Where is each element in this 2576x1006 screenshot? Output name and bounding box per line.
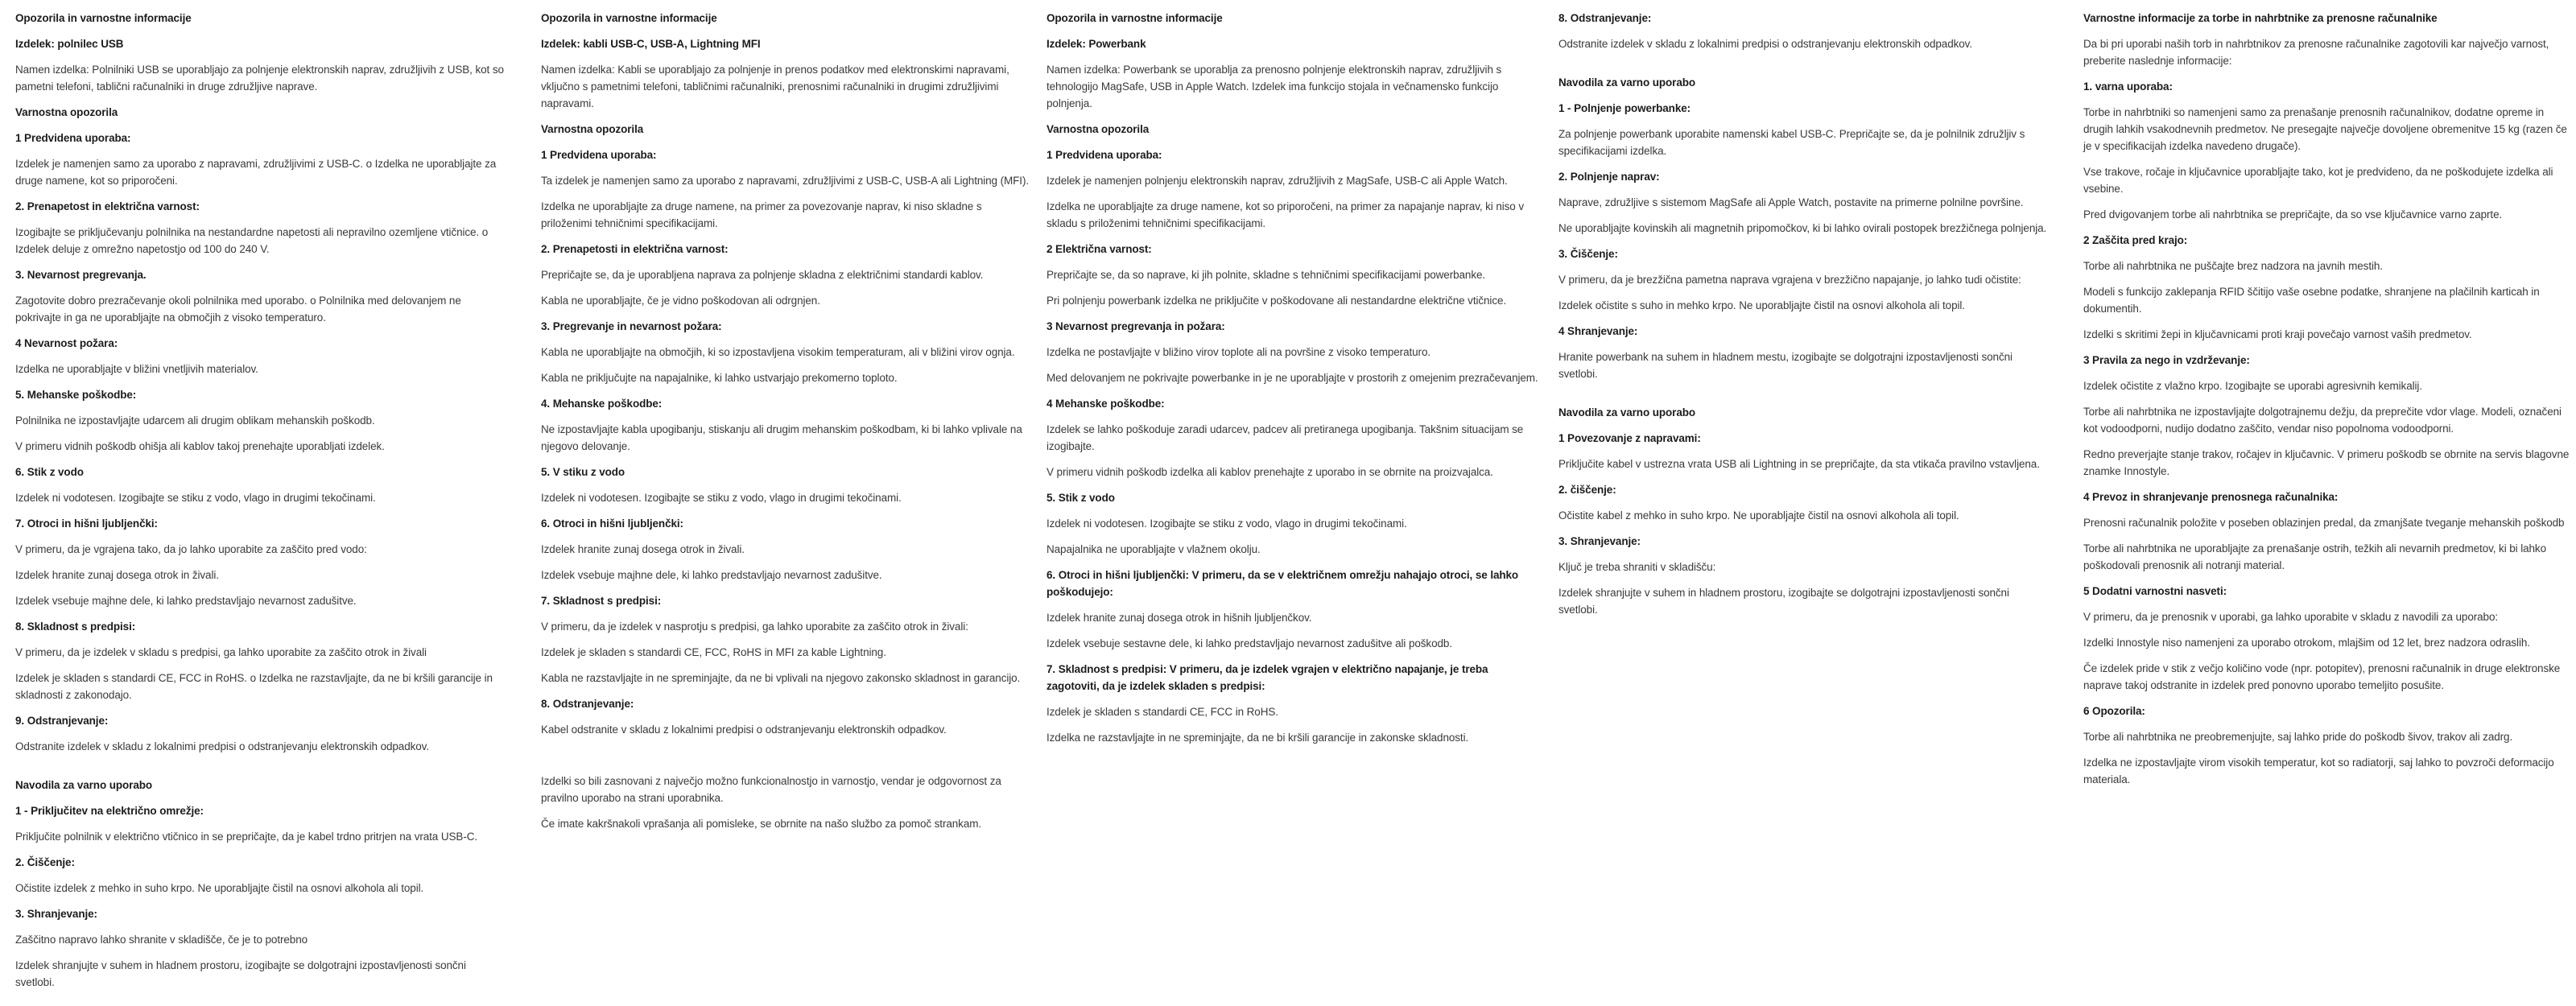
section-heading: 1 Predvidena uporaba:	[1046, 149, 1162, 161]
section-heading: Varnostna opozorila	[15, 106, 118, 118]
paragraph: Izdelka ne izpostavljajte virom visokih temperatur, kot so radiatorji, saj lahko to povzroči deformacijo materiala.	[2083, 757, 2554, 785]
section-heading: 2. Prenapetost in električna varnost:	[15, 200, 200, 212]
paragraph: Izdelka ne uporabljajte za druge namene, na primer za povezovanje naprav, ki niso skladne s priloženimi tehničnimi specifikacijami.	[541, 200, 982, 229]
section-heading: 1 - Priključitev na električno omrežje:	[15, 805, 204, 817]
paragraph: Med delovanjem ne pokrivajte powerbanke in je ne uporabljajte v prostorih z omejenim prezračevanjem.	[1046, 372, 1538, 384]
section-heading: 1 - Polnjenje powerbanke:	[1558, 102, 1691, 114]
section-heading: 6. Otroci in hišni ljubljenčki:	[541, 517, 683, 530]
section-heading: 5 Dodatni varnostni nasveti:	[2083, 585, 2227, 597]
paragraph: V primeru, da je brezžična pametna naprava vgrajena v brezžično napajanje, jo lahko tudi očistite:	[1558, 274, 2021, 286]
section-heading: 4 Mehanske poškodbe:	[1046, 398, 1165, 410]
paragraph: Če izdelek pride v stik z večjo količino vode (npr. potopitev), prenosni računalnik in druge elektronske naprave takoj odstranite in izdelek pred ponovno uporabo temeljito posušite.	[2083, 662, 2561, 691]
paragraph: V primeru vidnih poškodb izdelka ali kablov prenehajte z uporabo in se obrnite na proizvajalca.	[1046, 466, 1493, 478]
paragraph: Izdelek hranite zunaj dosega otrok in hišnih ljubljenčkov.	[1046, 612, 1312, 624]
paragraph: Izdelek je namenjen polnjenju elektronskih naprav, združljivih z MagSafe, USB-C ali Apple Watch.	[1046, 175, 1508, 187]
paragraph: Namen izdelka: Kabli se uporabljajo za polnjenje in prenos podatkov med elektronskimi napravami, vključno s pametnimi telefoni, tabličnimi računalniki, prenosnimi računalniki in drugimi združljivimi napravami.	[541, 64, 1009, 109]
paragraph: Torbe in nahrbtniki so namenjeni samo za prenašanje prenosnih računalnikov, dodatne opreme in drugih lahkih vsakodnevnih predmetov. Ne presegajte največje dovoljene obremenitve 15 kg (razen če je v specifikacijah izdelka navedeno drugače).	[2083, 106, 2567, 152]
section-heading: 3 Nevarnost pregrevanja in požara:	[1046, 320, 1225, 332]
section-heading: 6. Stik z vodo	[15, 466, 84, 478]
paragraph: Torbe ali nahrbtnika ne preobremenjujte, saj lahko pride do poškodb šivov, trakov ali zadrg.	[2083, 731, 2513, 743]
paragraph: V primeru, da je vgrajena tako, da jo lahko uporabite za zaščito pred vodo:	[15, 543, 367, 555]
paragraph: Pri polnjenju powerbank izdelka ne priključite v poškodovane ali nestandardne električne vtičnice.	[1046, 295, 1507, 307]
section-gap	[15, 764, 508, 777]
paragraph: Izdelek je namenjen samo za uporabo z napravami, združljivimi z USB-C. o Izdelka ne uporabljajte za druge namene, kot so priporočeni.	[15, 158, 497, 187]
paragraph: Ta izdelek je namenjen samo za uporabo z napravami, združljivimi z USB-C, USB-A ali Lightning (MFI).	[541, 175, 1029, 187]
paragraph: Če imate kakršnakoli vprašanja ali pomisleke, se obrnite na našo službo za pomoč strankam.	[541, 818, 982, 830]
section-heading: Izdelek: kabli USB-C, USB-A, Lightning MFI	[541, 38, 761, 50]
paragraph: Naprave, združljive s sistemom MagSafe ali Apple Watch, postavite na primerne polnilne površine.	[1558, 196, 2024, 208]
section-heading: 3. Nevarnost pregrevanja.	[15, 269, 147, 281]
text-column-laptop-bags-safety	[2083, 10, 2576, 797]
paragraph: Izdelki s skritimi žepi in ključavnicami proti kraji povečajo varnost vaših predmetov.	[2083, 328, 2472, 340]
paragraph: Namen izdelka: Polnilniki USB se uporabljajo za polnjenje elektronskih naprav, združljivih z USB, kot so pametni telefoni, tablični računalniki in druge združljive naprave.	[15, 64, 504, 93]
section-heading: Izdelek: polnilec USB	[15, 38, 124, 50]
paragraph: Odstranite izdelek v skladu z lokalnimi predpisi o odstranjevanju elektronskih odpadkov.	[1558, 38, 1972, 50]
paragraph: Za polnjenje powerbank uporabite namenski kabel USB-C. Prepričajte se, da je polnilnik združljiv s specifikacijami izdelka.	[1558, 128, 2025, 157]
paragraph: Izdelek je skladen s standardi CE, FCC in RoHS.	[1046, 706, 1278, 718]
paragraph: Izdelek ni vodotesen. Izogibajte se stiku z vodo, vlago in drugimi tekočinami.	[15, 492, 376, 504]
section-heading: 4 Prevoz in shranjevanje prenosnega računalnika:	[2083, 491, 2339, 503]
paragraph: Izdelek očistite s suho in mehko krpo. Ne uporabljajte čistil na osnovi alkohola ali topil.	[1558, 299, 1965, 311]
section-heading: 7. Skladnost s predpisi: V primeru, da je izdelek vgrajen v električno napajanje, je treba zagotoviti, da je izdelek skladen s predpisi:	[1046, 663, 1488, 692]
section-heading: 3. Shranjevanje:	[1558, 535, 1641, 547]
paragraph: Izdelek vsebuje majhne dele, ki lahko predstavljajo nevarnost zadušitve.	[541, 569, 882, 581]
section-heading: 2. Čiščenje:	[15, 856, 75, 868]
section-heading: Navodila za varno uporabo	[15, 779, 153, 791]
paragraph: V primeru vidnih poškodb ohišja ali kablov takoj prenehajte uporabljati izdelek.	[15, 440, 385, 452]
paragraph: Namen izdelka: Powerbank se uporablja za prenosno polnjenje elektronskih naprav, združljivih s tehnologijo MagSafe, USB in Apple Watch. Izdelek ima funkcijo stojala in večnamensko funkcijo polnjenja.	[1046, 64, 1502, 109]
paragraph: Izdelek shranjujte v suhem in hladnem prostoru, izogibajte se dolgotrajni izpostavljenosti sončni svetlobi.	[1558, 587, 2009, 616]
section-heading: Varnostna opozorila	[1046, 123, 1150, 135]
paragraph: Izdelek je skladen s standardi CE, FCC, RoHS in MFI za kable Lightning.	[541, 646, 886, 658]
section-gap	[1558, 61, 2051, 74]
section-heading: 1 Povezovanje z napravami:	[1558, 432, 1701, 444]
section-heading: 3. Shranjevanje:	[15, 908, 97, 920]
paragraph: Kabla ne uporabljajte na območjih, ki so izpostavljena visokim temperaturam, ali v bližini virov ognja.	[541, 346, 1015, 358]
section-heading: 1 Predvidena uporaba:	[541, 149, 657, 161]
section-heading: Varnostna opozorila	[541, 123, 644, 135]
paragraph: Izdelek hranite zunaj dosega otrok in živali.	[15, 569, 219, 581]
section-heading: Opozorila in varnostne informacije	[15, 12, 192, 24]
paragraph: Prenosni računalnik položite v poseben oblazinjen predal, da zmanjšate tveganje mehanskih poškodb	[2083, 517, 2565, 529]
paragraph: Polnilnika ne izpostavljajte udarcem ali drugim oblikam mehanskih poškodb.	[15, 414, 375, 427]
paragraph: Ne izpostavljajte kabla upogibanju, stiskanju ali drugim mehanskim poškodbam, ki bi lahko vplivale na njegovo delovanje.	[541, 423, 1022, 452]
paragraph: Izdelka ne razstavljajte in ne spreminjajte, da ne bi kršili garancije in zakonske skladnosti.	[1046, 732, 1469, 744]
paragraph: Odstranite izdelek v skladu z lokalnimi predpisi o odstranjevanju elektronskih odpadkov.	[15, 740, 429, 752]
paragraph: Prepričajte se, da je uporabljena naprava za polnjenje skladna z električnimi standardi kablov.	[541, 269, 984, 281]
section-heading: 2. čiščenje:	[1558, 484, 1616, 496]
paragraph: Izdelek vsebuje sestavne dele, ki lahko predstavljajo nevarnost zadušitve ali poškodb.	[1046, 637, 1452, 649]
section-heading: 3. Čiščenje:	[1558, 248, 1618, 260]
section-gap	[1558, 391, 2051, 404]
section-heading: 4 Shranjevanje:	[1558, 325, 1638, 337]
paragraph: Kabel odstranite v skladu z lokalnimi predpisi o odstranjevanju elektronskih odpadkov.	[541, 724, 947, 736]
section-heading: Opozorila in varnostne informacije	[1046, 12, 1223, 24]
paragraph: Zagotovite dobro prezračevanje okoli polnilnika med uporabo. o Polnilnika med delovanjem ne pokrivajte in ga ne uporabljajte na območjih z visoko temperaturo.	[15, 295, 461, 324]
paragraph: Izdelek ni vodotesen. Izogibajte se stiku z vodo, vlago in drugimi tekočinami.	[1046, 517, 1407, 530]
paragraph: Napajalnika ne uporabljajte v vlažnem okolju.	[1046, 543, 1261, 555]
section-heading: 5. V stiku z vodo	[541, 466, 625, 478]
paragraph: Torbe ali nahrbtnika ne izpostavljajte dolgotrajnemu dežju, da preprečite vdor vlage. Modeli, označeni kot vodoodporni, nudijo dodatno zaščito, vendar niso popolnoma vodoodporni.	[2083, 406, 2562, 435]
paragraph: Izdelka ne postavljajte v bližino virov toplote ali na površine z visoko temperaturo.	[1046, 346, 1430, 358]
section-heading: 2. Polnjenje naprav:	[1558, 171, 1660, 183]
paragraph: Izdelek ni vodotesen. Izogibajte se stiku z vodo, vlago in drugimi tekočinami.	[541, 492, 902, 504]
paragraph: Izdelki so bili zasnovani z največjo možno funkcionalnostjo in varnostjo, vendar je odgovornost za pravilno uporabo na strani uporabnika.	[541, 775, 1001, 804]
section-gap	[541, 760, 1034, 773]
paragraph: Izdelka ne uporabljajte za druge namene, kot so priporočeni, na primer za napajanje naprav, ki niso v skladu s priloženimi tehničnimi specifikacijami.	[1046, 200, 1525, 229]
paragraph: V primeru, da je izdelek v nasprotju s predpisi, ga lahko uporabite za zaščito otrok in živali:	[541, 621, 968, 633]
paragraph: Ključ je treba shraniti v skladišču:	[1558, 561, 1716, 573]
section-heading: 1. varna uporaba:	[2083, 80, 2173, 93]
paragraph: Izogibajte se priključevanju polnilnika na nestandardne napetosti ali nepravilno ozemljene vtičnice. o Izdelek deluje z omrežno napetostjo od 100 do 240 V.	[15, 226, 489, 255]
section-heading: 5. Mehanske poškodbe:	[15, 389, 137, 401]
paragraph: Zaščitno napravo lahko shranite v skladišče, če je to potrebno	[15, 934, 308, 946]
paragraph: Torbe ali nahrbtnika ne puščajte brez nadzora na javnih mestih.	[2083, 260, 2383, 272]
section-heading: 7. Skladnost s predpisi:	[541, 595, 662, 607]
paragraph: Priključite kabel v ustrezna vrata USB ali Lightning in se prepričajte, da sta vtikača pravilno vstavljena.	[1558, 458, 2040, 470]
paragraph: Očistite kabel z mehko in suho krpo. Ne uporabljajte čistil na osnovi alkohola ali topil.	[1558, 509, 1959, 522]
section-heading: 2 Zaščita pred krajo:	[2083, 234, 2188, 246]
section-heading: Navodila za varno uporabo	[1558, 406, 1696, 418]
text-column-powerbank-warnings	[1046, 10, 1539, 755]
section-heading: 3 Pravila za nego in vzdrževanje:	[2083, 354, 2250, 366]
paragraph: Ne uporabljajte kovinskih ali magnetnih pripomočkov, ki bi lahko ovirali postopek brezžičnega polnjenja.	[1558, 222, 2047, 234]
section-heading: 1 Predvidena uporaba:	[15, 132, 131, 144]
paragraph: V primeru, da je prenosnik v uporabi, ga lahko uporabite v skladu z navodili za uporabo:	[2083, 611, 2499, 623]
section-heading: 5. Stik z vodo	[1046, 492, 1115, 504]
paragraph: Izdelek se lahko poškoduje zaradi udarcev, padcev ali pretiranega upogibanja. Takšnim situacijam se izogibajte.	[1046, 423, 1524, 452]
section-heading: 3. Pregrevanje in nevarnost požara:	[541, 320, 722, 332]
paragraph: Izdelek je skladen s standardi CE, FCC in RoHS. o Izdelka ne razstavljajte, da ne bi kršili garancije in skladnosti z zakonodajo.	[15, 672, 493, 701]
section-heading: 4 Nevarnost požara:	[15, 337, 118, 349]
section-heading: 8. Odstranjevanje:	[1558, 12, 1652, 24]
section-heading: 2 Električna varnost:	[1046, 243, 1152, 255]
paragraph: Modeli s funkcijo zaklepanja RFID ščitijo vaše osebne podatke, shranjene na plačilnih karticah in dokumentih.	[2083, 286, 2540, 315]
section-heading: 9. Odstranjevanje:	[15, 715, 109, 727]
section-heading: Varnostne informacije za torbe in nahrbtnike za prenosne računalnike	[2083, 12, 2438, 24]
paragraph: Izdelek očistite z vlažno krpo. Izogibajte se uporabi agresivnih kemikalij.	[2083, 380, 2422, 392]
section-heading: Opozorila in varnostne informacije	[541, 12, 717, 24]
section-heading: 4. Mehanske poškodbe:	[541, 398, 663, 410]
paragraph: Vse trakove, ročaje in ključavnice uporabljajte tako, kot je predvideno, da ne poškodujete izdelka ali vsebine.	[2083, 166, 2553, 195]
section-heading: 8. Skladnost s predpisi:	[15, 621, 136, 633]
paragraph: Prepričajte se, da so naprave, ki jih polnite, skladne s tehničnimi specifikacijami powerbanke.	[1046, 269, 1486, 281]
paragraph: Izdelek shranjujte v suhem in hladnem prostoru, izogibajte se dolgotrajni izpostavljenosti sončni svetlobi.	[15, 959, 466, 988]
section-heading: 2. Prenapetosti in električna varnost:	[541, 243, 729, 255]
text-column-powerbank-usage-and-cable-usage	[1558, 10, 2051, 627]
paragraph: Izdelek vsebuje majhne dele, ki lahko predstavljajo nevarnost zadušitve.	[15, 595, 357, 607]
section-heading: 6. Otroci in hišni ljubljenčki: V primeru, da se v električnem omrežju nahajajo otroci, se lahko poškodujejo:	[1046, 569, 1519, 598]
paragraph: V primeru, da je izdelek v skladu s predpisi, ga lahko uporabite za zaščito otrok in živali	[15, 646, 427, 658]
paragraph: Hranite powerbank na suhem in hladnem mestu, izogibajte se dolgotrajni izpostavljenosti sončni svetlobi.	[1558, 351, 2013, 380]
section-heading: 6 Opozorila:	[2083, 705, 2145, 717]
paragraph: Redno preverjajte stanje trakov, ročajev in ključavnic. V primeru poškodb se obrnite na servis blagovne znamke Innostyle.	[2083, 448, 2570, 477]
paragraph: Izdelki Innostyle niso namenjeni za uporabo otrokom, mlajšim od 12 let, brez nadzora odraslih.	[2083, 637, 2530, 649]
paragraph: Očistite izdelek z mehko in suho krpo. Ne uporabljajte čistil na osnovi alkohola ali topil.	[15, 882, 424, 894]
text-column-cables-warnings	[541, 10, 1034, 841]
section-heading: 8. Odstranjevanje:	[541, 698, 634, 710]
section-heading: Navodila za varno uporabo	[1558, 76, 1696, 89]
paragraph: Kabla ne priključujte na napajalnike, ki lahko ustvarjajo prekomerno toploto.	[541, 372, 898, 384]
paragraph: Torbe ali nahrbtnika ne uporabljajte za prenašanje ostrih, težkih ali nevarnih predmetov, ki bi lahko poškodovali prenosnik ali notranji material.	[2083, 542, 2546, 571]
paragraph: Kabla ne razstavljajte in ne spreminjajte, da ne bi vplivali na njegovo zakonsko skladnost in garancijo.	[541, 672, 1021, 684]
section-heading: 7. Otroci in hišni ljubljenčki:	[15, 517, 158, 530]
paragraph: Da bi pri uporabi naših torb in nahrbtnikov za prenosne računalnike zagotovili kar največjo varnost, preberite naslednje informacije:	[2083, 38, 2549, 67]
paragraph: Kabla ne uporabljajte, če je vidno poškodovan ali odrgnjen.	[541, 295, 820, 307]
paragraph: Izdelka ne uporabljajte v bližini vnetljivih materialov.	[15, 363, 258, 375]
section-heading: Izdelek: Powerbank	[1046, 38, 1146, 50]
text-column-usb-charger-warnings	[15, 10, 508, 1000]
section-gap	[541, 747, 1034, 760]
paragraph: Pred dvigovanjem torbe ali nahrbtnika se prepričajte, da so vse ključavnice varno zaprte.	[2083, 208, 2503, 221]
paragraph: Izdelek hranite zunaj dosega otrok in živali.	[541, 543, 745, 555]
paragraph: Priključite polnilnik v električno vtičnico in se prepričajte, da je kabel trdno pritrjen na vrata USB-C.	[15, 831, 478, 843]
